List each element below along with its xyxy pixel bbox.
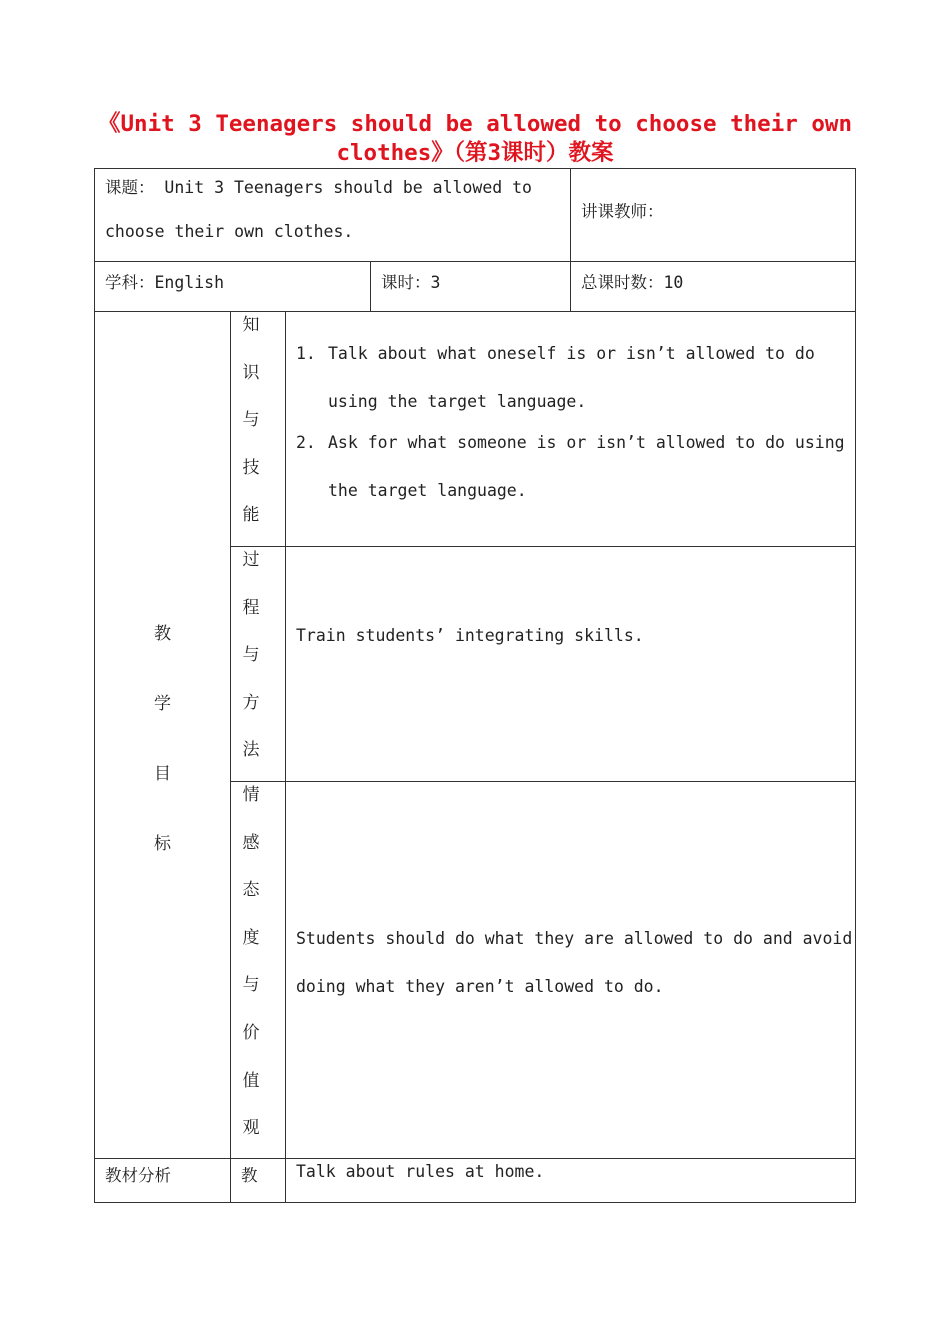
period-cell [370,261,571,312]
subject-text: 学科：English [105,273,225,292]
objectives-label-cell [94,311,231,1159]
material-label: 教材分析 [105,1166,171,1185]
knowledge-label: 知 识 与 技 能 [242,315,260,526]
emotion-label: 情 感 态 度 与 价 值 观 [242,785,260,1139]
emotion-label-cell [230,781,286,1159]
process-label-cell [230,546,286,782]
material-content-cell [285,1158,856,1203]
teacher-label: 讲课教师： [581,202,664,221]
teacher-cell [570,168,856,262]
document-title [94,110,856,168]
topic-line-2: choose their own clothes. [105,222,354,241]
material-text: Talk about rules at home. [296,1162,545,1181]
process-label: 过 程 与 方 法 [242,550,260,761]
total-periods-cell [570,261,856,312]
knowledge-item-1-line-1: Talk about what oneself is or isn’t allowed to do [328,344,815,363]
knowledge-item-2-line-1: Ask for what someone is or isn’t allowed to do using [328,433,845,452]
knowledge-content-cell [285,311,856,547]
knowledge-item-1-line-2: using the target language. [328,392,587,411]
process-content-cell [285,546,856,782]
period-text: 课时：3 [381,273,441,292]
emotion-line-1: Students should do what they are allowed to do and avoid [296,929,853,948]
emotion-line-2: doing what they aren’t allowed to do. [296,977,664,996]
emotion-content-cell [285,781,856,1159]
process-text: Train students’ integrating skills. [296,626,644,645]
material-label-cell [94,1158,231,1203]
topic-line-1: 课题： Unit 3 Teenagers should be allowed to [105,178,532,197]
title-line-1: 《Unit 3 Teenagers should be allowed to choose their own [98,111,852,137]
knowledge-item-2-line-2: the target language. [328,481,527,500]
total-periods-text: 总课时数：10 [581,273,684,292]
title-line-2: clothes》（第3课时）教案 [336,140,614,166]
objectives-label: 教 学 目 标 [154,624,171,854]
topic-cell [94,168,571,262]
knowledge-item-1-number: 1. [296,344,316,363]
knowledge-label-cell [230,311,286,547]
material-sub-cell [230,1158,286,1203]
knowledge-item-2-number: 2. [296,433,316,452]
material-sub-label: 教 [241,1166,258,1185]
